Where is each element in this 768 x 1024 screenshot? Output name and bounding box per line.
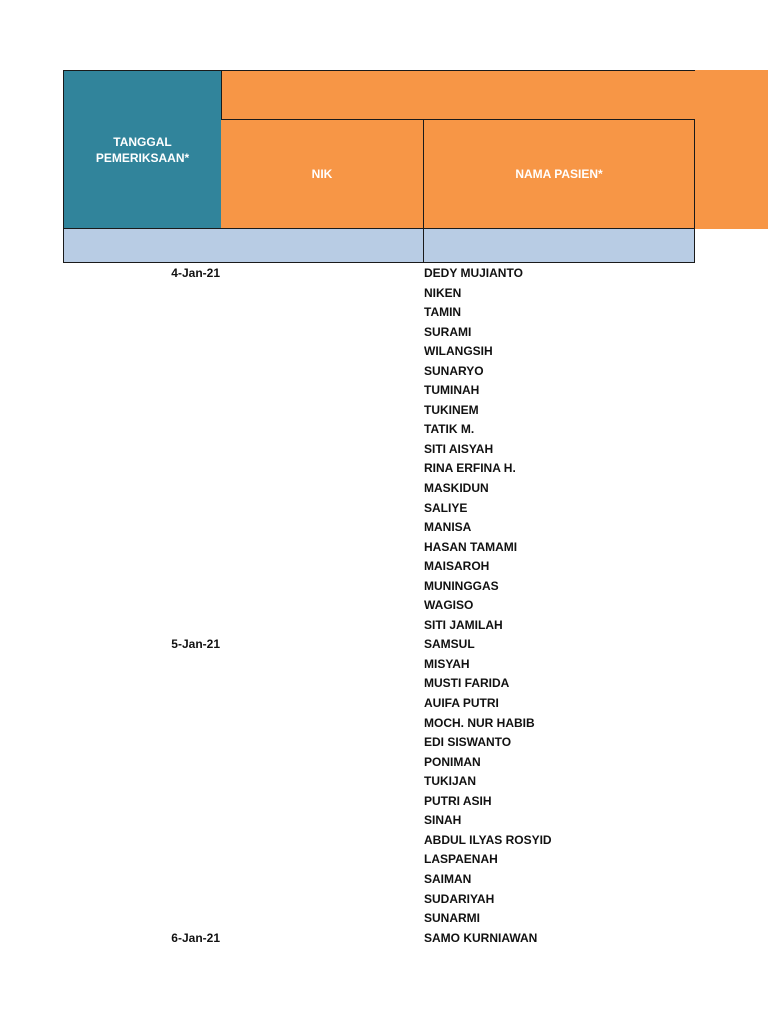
header-top-border (221, 70, 695, 71)
patient-name-cell: SUNARMI (424, 911, 480, 926)
patient-name-cell: TUKINEM (424, 402, 479, 417)
patient-name-cell: ABDUL ILYAS ROSYID (424, 832, 552, 847)
table-row[interactable] (0, 596, 768, 616)
patient-name-cell: SAMO KURNIAWAN (424, 930, 538, 945)
patient-name-cell: RINA ERFINA H. (424, 461, 516, 476)
table-row[interactable] (0, 929, 768, 949)
table-row[interactable] (0, 674, 768, 694)
table-row[interactable] (0, 499, 768, 519)
blank-cell-nama[interactable] (423, 228, 695, 263)
patient-name-cell: DEDY MUJIANTO (424, 266, 523, 280)
patient-name-cell: AUIFA PUTRI (424, 696, 499, 711)
table-row[interactable] (0, 890, 768, 910)
table-row[interactable] (0, 714, 768, 734)
table-row[interactable] (0, 401, 768, 421)
exam-date-cell: 4-Jan-21 (171, 266, 220, 280)
patient-name-cell: MAISAROH (424, 559, 490, 574)
patient-name-cell: SITI AISYAH (424, 441, 494, 456)
patient-name-cell: SAMSUL (424, 637, 475, 652)
patient-name-cell: SINAH (424, 813, 462, 828)
table-row[interactable] (0, 811, 768, 831)
table-row[interactable] (0, 284, 768, 304)
table-row[interactable] (0, 655, 768, 675)
patient-name-cell: EDI SISWANTO (424, 735, 512, 750)
table-row[interactable] (0, 323, 768, 343)
table-row[interactable] (0, 733, 768, 753)
table-row[interactable] (0, 909, 768, 929)
table-row[interactable] (0, 870, 768, 890)
patient-list (0, 264, 768, 948)
header-nik[interactable]: NIK (221, 119, 424, 229)
patient-name-cell: MOCH. NUR HABIB (424, 715, 535, 730)
patient-name-cell: NIKEN (424, 285, 462, 300)
table-row[interactable] (0, 577, 768, 597)
patient-name-cell: MISYAH (424, 656, 470, 671)
table-row[interactable] (0, 753, 768, 773)
table-row[interactable] (0, 303, 768, 323)
table-row[interactable] (0, 538, 768, 558)
table-row[interactable] (0, 616, 768, 636)
blank-cell-date[interactable] (63, 228, 222, 263)
patient-name-cell: MANISA (424, 520, 472, 535)
exam-date-cell: 5-Jan-21 (171, 637, 220, 652)
patient-name-cell: SAIMAN (424, 871, 472, 886)
patient-name-cell: TATIK M. (424, 422, 475, 437)
table-row[interactable] (0, 440, 768, 460)
patient-name-cell: PUTRI ASIH (424, 793, 492, 808)
patient-name-cell: SUDARIYAH (424, 891, 495, 906)
header-tanggal-pemeriksaan[interactable]: TANGGAL PEMERIKSAAN* (63, 70, 222, 229)
patient-name-cell: PONIMAN (424, 754, 481, 769)
blank-cell-nik[interactable] (221, 228, 424, 263)
table-row[interactable] (0, 264, 768, 284)
patient-name-cell: MUNINGGAS (424, 578, 499, 593)
table-row[interactable] (0, 518, 768, 538)
table-row[interactable] (0, 635, 768, 655)
patient-name-cell: LASPAENAH (424, 852, 498, 867)
patient-name-cell: SUNARYO (424, 363, 484, 378)
table-row[interactable] (0, 459, 768, 479)
table-row[interactable] (0, 479, 768, 499)
patient-name-cell: WAGISO (424, 598, 474, 613)
patient-name-cell: SITI JAMILAH (424, 617, 503, 632)
table-row[interactable] (0, 850, 768, 870)
table-row[interactable] (0, 362, 768, 382)
table-row[interactable] (0, 831, 768, 851)
table-row[interactable] (0, 557, 768, 577)
patient-name-cell: MASKIDUN (424, 481, 489, 496)
patient-name-cell: SURAMI (424, 324, 472, 339)
patient-name-cell: TAMIN (424, 305, 462, 320)
patient-name-cell: TUKIJAN (424, 774, 477, 789)
patient-name-cell: MUSTI FARIDA (424, 676, 510, 691)
exam-date-cell: 6-Jan-21 (171, 930, 220, 945)
patient-name-cell: SALIYE (424, 500, 468, 515)
patient-name-cell: HASAN TAMAMI (424, 539, 518, 554)
patient-name-cell: TUMINAH (424, 383, 480, 398)
patient-name-cell: WILANGSIH (424, 344, 493, 359)
table-row[interactable] (0, 772, 768, 792)
table-row[interactable] (0, 381, 768, 401)
table-row[interactable] (0, 792, 768, 812)
table-row[interactable] (0, 420, 768, 440)
header-nama-pasien[interactable]: NAMA PASIEN* (423, 119, 695, 229)
table-row[interactable] (0, 694, 768, 714)
table-row[interactable] (0, 342, 768, 362)
